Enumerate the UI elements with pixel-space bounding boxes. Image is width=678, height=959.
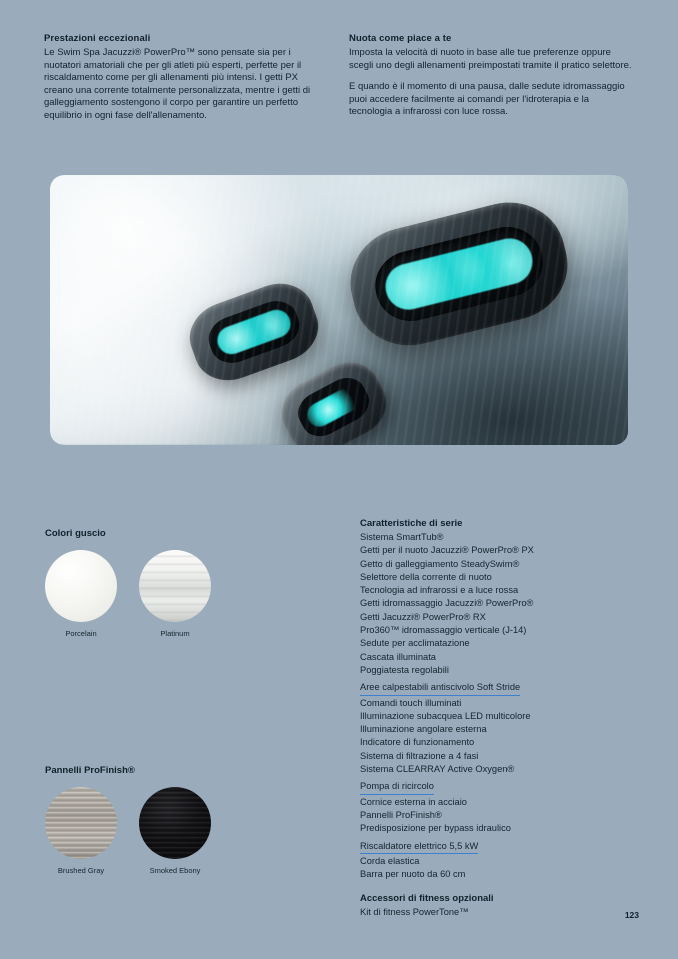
shell-colors-section bbox=[45, 528, 295, 638]
features-heading: Caratteristiche di serie bbox=[360, 518, 463, 529]
swatch-platinum[interactable] bbox=[139, 550, 211, 638]
optional-item: Kit di fitness PowerTone™ bbox=[360, 907, 469, 918]
swatch-smoked-ebony-label: Smoked Ebony bbox=[149, 866, 201, 875]
feature-item: Getti per il nuoto Jacuzzi® PowerPro® PX bbox=[360, 545, 534, 556]
swatch-brushed-gray-circle bbox=[45, 787, 117, 859]
feature-item-highlighted: Aree calpestabili antiscivolo Soft Stride bbox=[360, 681, 520, 695]
intro-section bbox=[44, 33, 634, 123]
feature-item-highlighted: Pompa di ricircolo bbox=[360, 780, 434, 794]
feature-item: Sedute per acclimatazione bbox=[360, 638, 470, 649]
swatch-platinum-label: Platinum bbox=[160, 629, 190, 638]
shell-colors-heading: Colori guscio bbox=[45, 528, 106, 539]
feature-item: Getti idromassaggio Jacuzzi® PowerPro® bbox=[360, 598, 534, 609]
intro-column-left bbox=[44, 33, 329, 123]
panels-heading: Pannelli ProFinish® bbox=[45, 765, 135, 776]
intro-left-body bbox=[44, 47, 329, 123]
feature-item: Sistema SmartTub® bbox=[360, 532, 444, 542]
feature-item: Illuminazione subacquea LED multicolore bbox=[360, 710, 531, 721]
intro-right-paragraph-2: E quando è il momento di una pausa, dalle sedute idromassaggio puoi accedere facilmente ai comandi per l'idroterapia e la tecnologia a infrarossi con luce rossa. bbox=[349, 81, 625, 118]
feature-item: Sistema CLEARRAY Active Oxygen® bbox=[360, 764, 515, 775]
feature-item-highlighted: Riscaldatore elettrico 5,5 kW bbox=[360, 840, 478, 854]
feature-item: Cascata illuminata bbox=[360, 651, 436, 662]
intro-right-paragraph-1: Imposta la velocità di nuoto in base alle tue preferenze oppure scegli uno degli allenamenti preimpostati tramite il pratico selettore. bbox=[349, 47, 632, 71]
swatch-brushed-gray[interactable] bbox=[45, 787, 117, 875]
features-section bbox=[360, 518, 650, 920]
feature-item: Illuminazione angolare esterna bbox=[360, 724, 487, 735]
swatch-smoked-ebony-circle bbox=[139, 787, 211, 859]
swatch-porcelain-circle bbox=[45, 550, 117, 622]
intro-right-body bbox=[349, 47, 634, 119]
optional-accessories-list bbox=[360, 906, 650, 919]
feature-item: Cornice esterna in acciaio bbox=[360, 796, 467, 807]
swatch-platinum-circle bbox=[139, 550, 211, 622]
page-number: 123 bbox=[624, 910, 639, 920]
feature-item: Poggiatesta regolabili bbox=[360, 664, 449, 675]
feature-item: Predisposizione per bypass idraulico bbox=[360, 823, 511, 834]
feature-item: Corda elastica bbox=[360, 855, 420, 866]
feature-item: Getti Jacuzzi® PowerPro® RX bbox=[360, 611, 486, 622]
feature-item: Selettore della corrente di nuoto bbox=[360, 571, 492, 582]
feature-item: Barra per nuoto da 60 cm bbox=[360, 869, 466, 880]
intro-left-paragraph-1: Le Swim Spa Jacuzzi® PowerPro™ sono pensate sia per i nuotatori amatoriali che per gli atleti più esperti, perfette per il riscaldamento come per gli allenamenti più intensi. I getti PX creano una corrente totalmente personalizzata, mentre i getti di galleggiamento sostengono il corpo per garantire un perfetto equilibrio in ogni fase dell'allenamento. bbox=[44, 47, 311, 121]
intro-right-title: Nuota come piace a te bbox=[349, 33, 452, 44]
swatch-smoked-ebony[interactable] bbox=[139, 787, 211, 875]
intro-column-right bbox=[349, 33, 634, 123]
hero-ripple-texture bbox=[50, 175, 628, 445]
feature-item: Comandi touch illuminati bbox=[360, 697, 462, 708]
feature-item: Pannelli ProFinish® bbox=[360, 809, 442, 820]
swatch-porcelain-label: Porcelain bbox=[65, 629, 97, 638]
feature-item: Tecnologia ad infrarossi e a luce rossa bbox=[360, 585, 519, 596]
shell-colors-row bbox=[45, 550, 295, 638]
intro-left-title: Prestazioni eccezionali bbox=[44, 33, 151, 44]
feature-item: Pro360™ idromassaggio verticale (J-14) bbox=[360, 625, 527, 636]
hero-image bbox=[50, 175, 628, 445]
feature-item: Sistema di filtrazione a 4 fasi bbox=[360, 750, 479, 761]
feature-item: Getto di galleggiamento SteadySwim® bbox=[360, 558, 520, 569]
swatch-brushed-gray-label: Brushed Gray bbox=[57, 866, 105, 875]
features-list bbox=[360, 531, 650, 881]
panels-row bbox=[45, 787, 295, 875]
panels-section bbox=[45, 765, 295, 875]
feature-item: Indicatore di funzionamento bbox=[360, 737, 475, 748]
optional-accessories-heading: Accessori di fitness opzionali bbox=[360, 893, 494, 905]
swatch-porcelain[interactable] bbox=[45, 550, 117, 638]
